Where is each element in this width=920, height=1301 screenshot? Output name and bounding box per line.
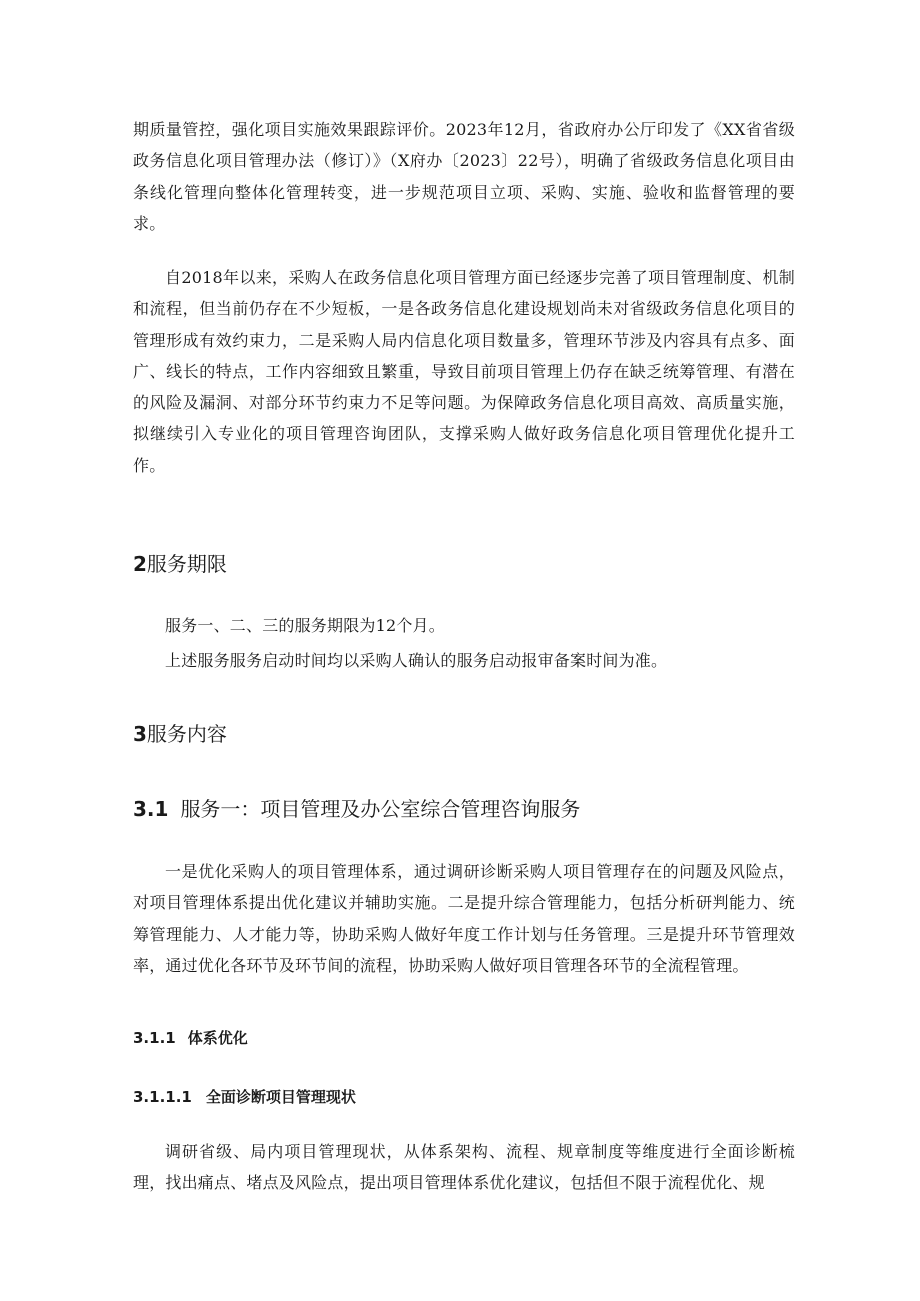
heading-service-content	[133, 720, 227, 748]
heading-text: 服务内容	[146, 722, 227, 746]
heading-3-1	[133, 795, 580, 823]
paragraph-service-one-overview: 一是优化采购人的项目管理体系，通过调研诊断采购人项目管理存在的问题及风险点，对项目管理体系提出优化建议并辅助实施。二是提升综合管理能力，包括分析研判能力、统筹管理能力、人才能力等，协助采购人做好年度工作计划与任务管理。三是提升环节管理效率，通过优化各环节及环节间的流程，协助采购人做好项目管理各环节的全流程管理。	[133, 862, 795, 975]
heading-number: 3.1.1	[133, 1029, 176, 1047]
heading-text: 全面诊断项目管理现状	[205, 1088, 356, 1106]
heading-number: 3.1	[133, 797, 169, 821]
heading-service-period	[133, 550, 227, 578]
heading-text: 体系优化	[187, 1029, 248, 1047]
paragraph-policy-background: 期质量管控，强化项目实施效果跟踪评价。2023年12月，省政府办公厅印发了《XX省省级政务信息化项目管理办法（修订）》（X府办〔2023〕22号），明确了省级政务信息化项目由条线化管理向整体化管理转变，进一步规范项目立项、采购、实施、验收和监督管理的要求。	[133, 120, 795, 233]
paragraph-diagnosis: 调研省级、局内项目管理现状，从体系架构、流程、规章制度等维度进行全面诊断梳理，找出痛点、堵点及风险点，提出项目管理体系优化建议，包括但不限于流程优化、规	[133, 1142, 795, 1193]
heading-3-1-1-1	[133, 1086, 356, 1108]
paragraph-service-duration: 服务一、二、三的服务期限为12个月。	[165, 616, 445, 635]
heading-number: 3	[133, 722, 147, 746]
heading-3-1-1	[133, 1027, 248, 1049]
paragraph-current-issues: 自2018年以来，采购人在政务信息化项目管理方面已经逐步完善了项目管理制度、机制和流程，但当前仍存在不少短板，一是各政务信息化建设规划尚未对省级政务信息化项目的管理形成有效约束力，二是采购人局内信息化项目数量多，管理环节涉及内容具有点多、面广、线长的特点，工作内容细致且繁重，导致目前项目管理上仍存在缺乏统筹管理、有潜在的风险及漏洞、对部分环节约束力不足等问题。为保障政务信息化项目高效、高质量实施，拟继续引入专业化的项目管理咨询团队，支撑采购人做好政务信息化项目管理优化提升工作。	[133, 268, 795, 475]
paragraph-service-start: 上述服务服务启动时间均以采购人确认的服务启动报审备案时间为准。	[165, 651, 668, 670]
heading-number: 3.1.1.1	[133, 1088, 192, 1106]
heading-number: 2	[133, 552, 147, 576]
heading-text: 服务期限	[146, 552, 227, 576]
heading-text: 服务一：项目管理及办公室综合管理咨询服务	[180, 797, 581, 821]
